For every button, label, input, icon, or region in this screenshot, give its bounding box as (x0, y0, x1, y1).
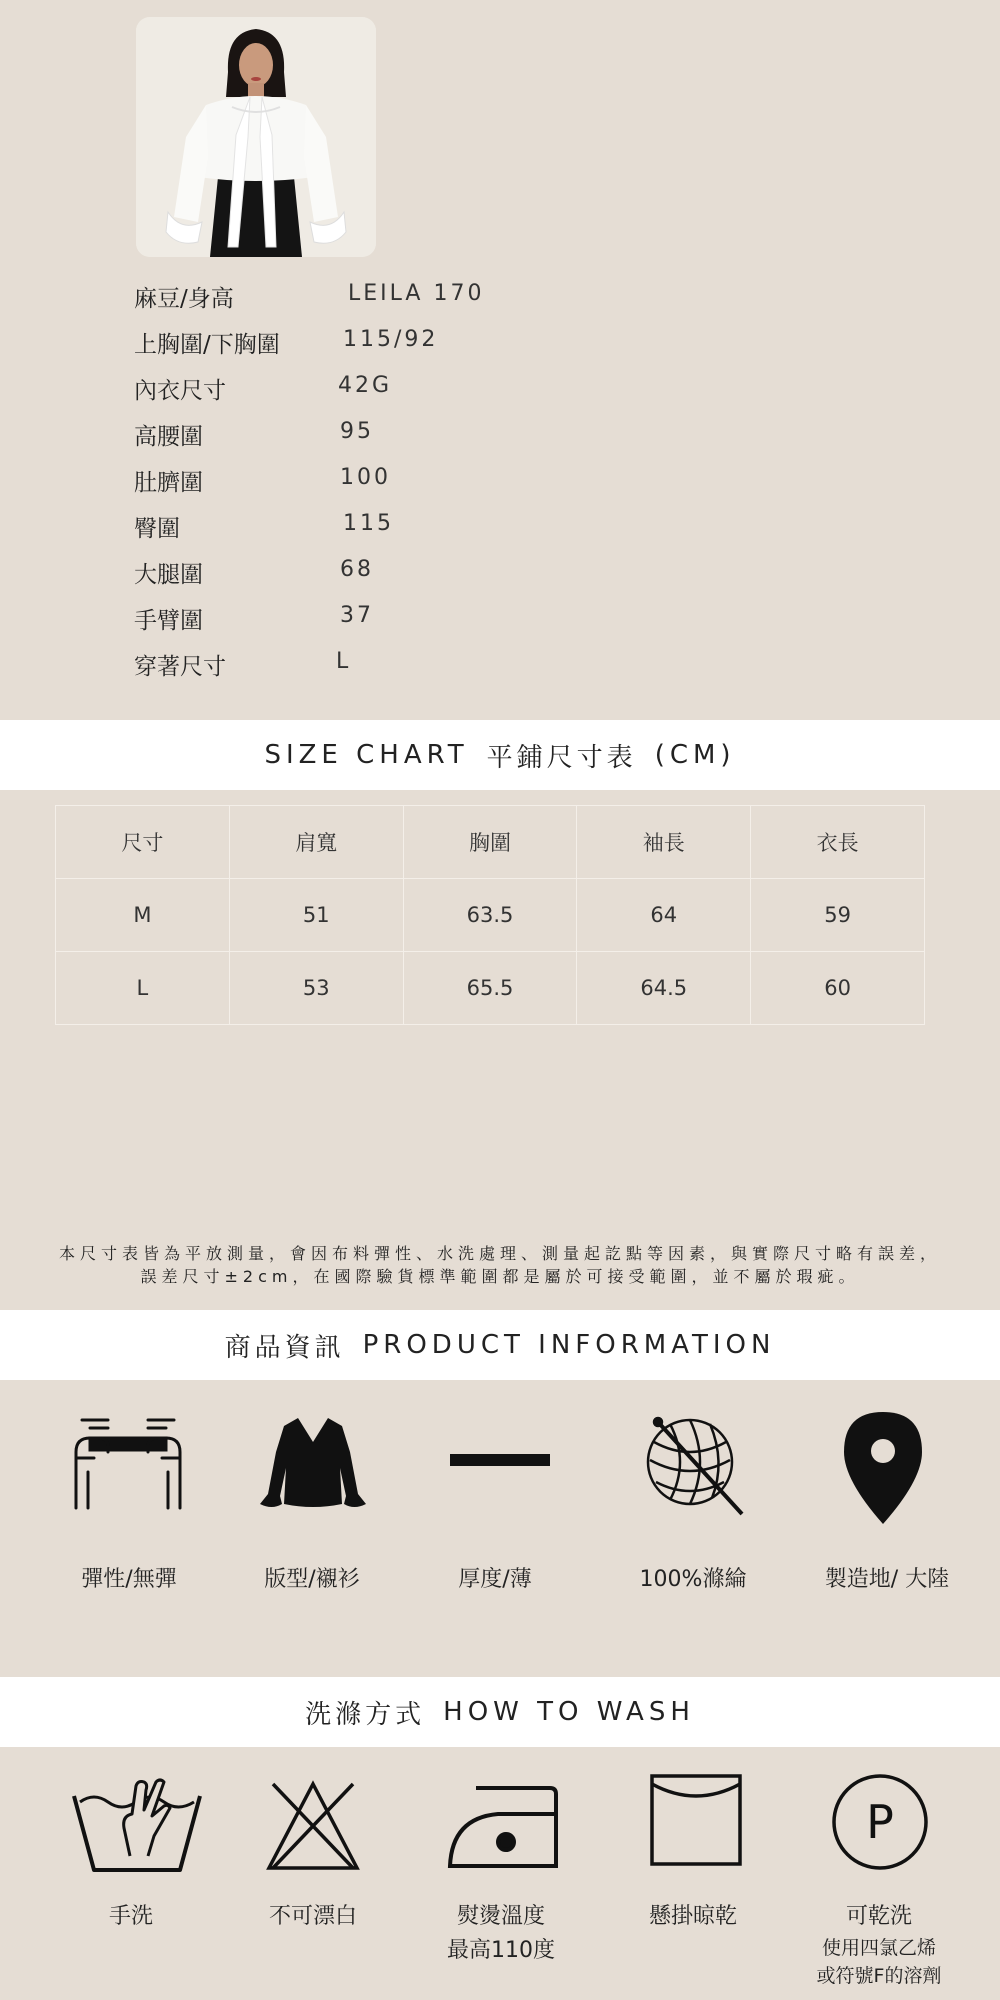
product-info-label: 100%滌綸 (639, 1567, 747, 1592)
measure-value: 68 (340, 557, 374, 582)
table-header-cell: 尺寸 (56, 806, 230, 879)
product-info-title-cn: 商品資訊 (224, 1332, 345, 1363)
disclaimer-line: 誤差尺寸±2cm，在國際驗貨標準範圍都是屬於可接受範圍，並不屬於瑕疵。 (140, 1267, 860, 1286)
wash-label: 手洗 (108, 1904, 153, 1929)
measure-value: 37 (340, 603, 374, 628)
table-header-cell: 袖長 (577, 806, 751, 879)
thin-line-icon (450, 1453, 550, 1472)
iron-icon (446, 1784, 560, 1874)
measure-value: 115/92 (343, 327, 439, 352)
table-row (56, 879, 925, 952)
dry-clean-icon (830, 1772, 930, 1876)
product-info-label: 版型/襯衫 (264, 1567, 360, 1592)
product-info-banner (0, 1310, 1000, 1380)
size-chart-title-cn: 平鋪尺寸表 (486, 742, 637, 773)
table-cell: L (56, 952, 230, 1025)
measure-label: 大腿圍 (134, 562, 203, 588)
wash-label-main: 可乾洗 (845, 1904, 912, 1929)
table-row (56, 952, 925, 1025)
disclaimer-line: 本尺寸表皆為平放測量，會因布料彈性、水洗處理、測量起訖點等因素，與實際尺寸略有誤差， (58, 1244, 941, 1263)
wash-label-sub: 最高110度 (447, 1938, 555, 1963)
yarn-ball-icon (640, 1412, 750, 1526)
product-info-label: 厚度/薄 (458, 1567, 532, 1592)
hand-wash-icon (72, 1776, 202, 1880)
table-cell: 59 (751, 879, 925, 952)
table-cell: M (56, 879, 230, 952)
dry-clean-icon-letter: P (866, 1795, 894, 1849)
wash-label-sub: 或符號F的溶劑 (816, 1965, 942, 1987)
size-chart-unit: (CM) (654, 740, 736, 770)
product-info-label: 彈性/無彈 (81, 1567, 177, 1592)
table-cell: 65.5 (403, 952, 577, 1025)
measure-label: 手臂圍 (134, 608, 203, 634)
measure-label: 上胸圍/下胸圍 (134, 332, 280, 358)
wash-label: 懸掛晾乾 (648, 1904, 737, 1929)
size-chart-title-latin: SIZE CHART (264, 740, 469, 770)
shirt-icon (258, 1412, 368, 1516)
measure-label: 內衣尺寸 (134, 378, 226, 404)
table-header-cell: 胸圍 (403, 806, 577, 879)
measure-value: 42G (338, 373, 393, 398)
table-header-cell: 衣長 (751, 806, 925, 879)
wash-label-sub: 使用四氯乙烯 (821, 1937, 936, 1959)
size-chart-banner (0, 720, 1000, 790)
table-cell: 64 (577, 879, 751, 952)
product-info-title-latin: PRODUCT INFORMATION (362, 1330, 776, 1360)
product-info-label: 製造地/ 大陸 (824, 1567, 950, 1592)
measure-label: 麻豆/身高 (134, 286, 234, 312)
size-disclaimer (0, 1242, 1000, 1288)
wash-label (784, 1900, 974, 1990)
wash-title-cn: 洗滌方式 (305, 1699, 426, 1730)
wash-label: 不可漂白 (268, 1904, 357, 1929)
measure-label: 臀圍 (134, 516, 180, 542)
hang-dry-icon (650, 1774, 742, 1872)
wash-label-main: 熨燙溫度 (456, 1904, 545, 1929)
measure-value: 100 (340, 465, 391, 490)
no-bleach-icon (265, 1780, 361, 1876)
wash-title-latin: HOW TO WASH (443, 1697, 695, 1727)
measure-value: 95 (340, 419, 374, 444)
table-cell: 64.5 (577, 952, 751, 1025)
measure-value: LEILA 170 (348, 281, 485, 306)
size-table (55, 805, 925, 1025)
location-pin-icon (842, 1410, 924, 1530)
model-photo (136, 17, 376, 257)
table-header-cell: 肩寬 (229, 806, 403, 879)
measure-label: 穿著尺寸 (134, 654, 226, 680)
table-cell: 53 (229, 952, 403, 1025)
measure-label: 高腰圍 (134, 424, 203, 450)
table-cell: 60 (751, 952, 925, 1025)
wash-banner (0, 1677, 1000, 1747)
table-cell: 51 (229, 879, 403, 952)
measure-label: 肚臍圍 (134, 470, 203, 496)
model-illustration (136, 17, 376, 257)
measure-value: 115 (343, 511, 394, 536)
measure-value: L (336, 649, 352, 674)
stretch-icon (68, 1412, 188, 1516)
wash-label (406, 1900, 596, 1968)
table-cell: 63.5 (403, 879, 577, 952)
table-header-row (56, 806, 925, 879)
